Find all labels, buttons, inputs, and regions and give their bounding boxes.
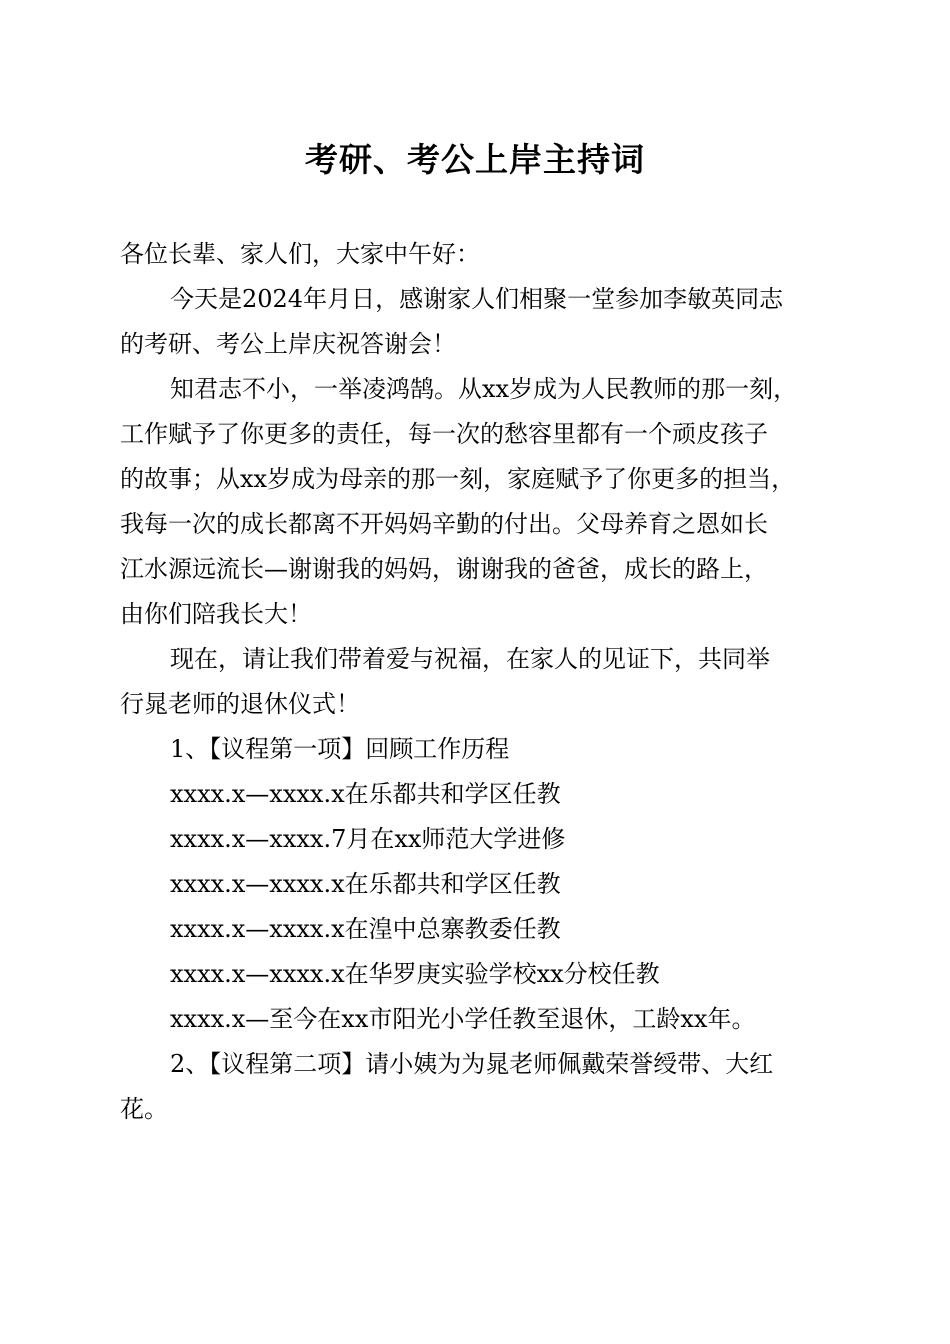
paragraph-line: 江水源远流长—谢谢我的妈妈，谢谢我的爸爸，成长的路上， bbox=[120, 555, 768, 583]
paragraph-line: 知君志不小，一举凌鸿鹄。从xx岁成为人民教师的那一刻， bbox=[170, 375, 798, 403]
paragraph-line: 的考研、考公上岸庆祝答谢会！ bbox=[120, 330, 456, 358]
agenda-item-heading: 2、【议程第二项】请小姨为为晁老师佩戴荣誉绶带、大红 bbox=[170, 1050, 774, 1078]
paragraph-line: 工作赋予了你更多的责任，每一次的愁容里都有一个顽皮孩子 bbox=[120, 420, 768, 448]
work-history-entry: xxxx.x—xxxx.7月在xx师范大学进修 bbox=[170, 825, 566, 853]
greeting-line: 各位长辈、家人们，大家中午好： bbox=[120, 240, 480, 268]
work-history-entry: xxxx.x—xxxx.x在乐都共和学区任教 bbox=[170, 780, 561, 808]
work-history-entry: xxxx.x—xxxx.x在华罗庚实验学校xx分校任教 bbox=[170, 960, 660, 988]
paragraph-line: 花。 bbox=[120, 1095, 168, 1123]
paragraph-line: 现在，请让我们带着爱与祝福，在家人的见证下，共同举 bbox=[170, 645, 770, 673]
paragraph-line: 由你们陪我长大！ bbox=[120, 600, 312, 628]
work-history-entry: xxxx.x—xxxx.x在乐都共和学区任教 bbox=[170, 870, 561, 898]
paragraph-line: 我每一次的成长都离不开妈妈辛勤的付出。父母养育之恩如长 bbox=[120, 510, 768, 538]
document-body bbox=[120, 232, 832, 1132]
paragraph-line: 的故事；从xx岁成为母亲的那一刻，家庭赋予了你更多的担当， bbox=[120, 465, 796, 493]
agenda-item-heading: 1、【议程第一项】回顾工作历程 bbox=[170, 735, 510, 763]
document-title: 考研、考公上岸主持词 bbox=[305, 140, 645, 179]
paragraph-line: 行晁老师的退休仪式！ bbox=[120, 690, 360, 718]
work-history-entry: xxxx.x—至今在xx市阳光小学任教至退休，工龄xx年。 bbox=[170, 1005, 756, 1033]
work-history-entry: xxxx.x—xxxx.x在湟中总寨教委任教 bbox=[170, 915, 561, 943]
paragraph-line: 今天是2024年月日，感谢家人们相聚一堂参加李敏英同志 bbox=[170, 285, 784, 313]
